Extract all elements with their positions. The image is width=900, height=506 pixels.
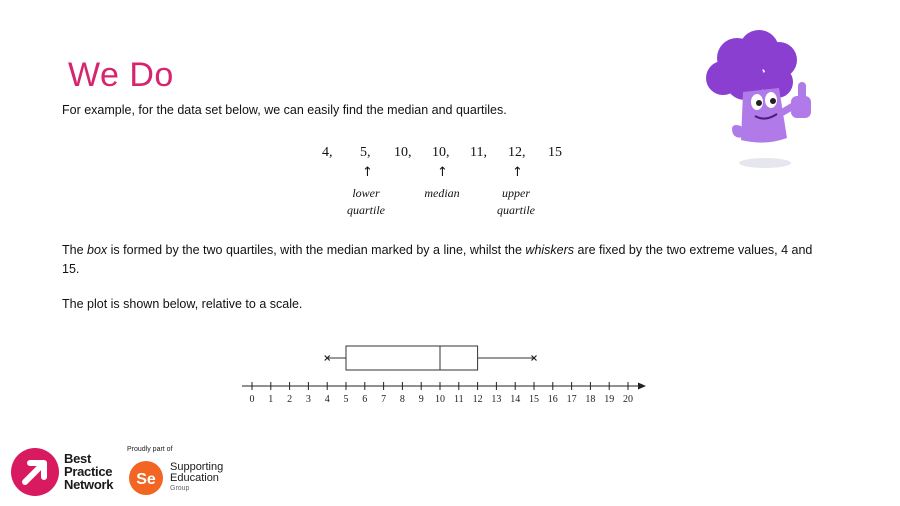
up-arrow-icon: ↑	[512, 165, 523, 180]
tick-label: 17	[566, 394, 577, 405]
data-value: 12,	[508, 145, 526, 160]
up-arrow-icon: ↑	[437, 165, 448, 180]
dataset-figure	[318, 145, 578, 225]
data-value: 10,	[394, 145, 412, 160]
up-arrow-icon: ↑	[362, 165, 373, 180]
axis-arrow-icon	[638, 383, 646, 390]
tick-label: 12	[472, 394, 483, 405]
box	[346, 346, 478, 370]
tick-label: 16	[547, 394, 558, 405]
se-logo-icon	[128, 460, 164, 496]
median-label: median	[424, 186, 460, 200]
tick-label: 1	[268, 394, 274, 405]
proudly-part-of-text: Proudly part of	[127, 446, 173, 453]
tick-label: 20	[623, 394, 633, 405]
tick-label: 14	[510, 394, 521, 405]
tick-label: 19	[604, 394, 615, 405]
tick-label: 4	[324, 394, 330, 405]
bpn-logo-text: Best Practice Network	[64, 451, 114, 492]
tick-label: 9	[418, 394, 424, 405]
box-explanation-text: The box is formed by the two quartiles, with the median marked by a line, whilst the whiskers are fixed by the two extreme values, 4 and 15.	[62, 243, 813, 276]
box-plot	[236, 336, 656, 408]
slide-title: We Do	[68, 56, 174, 94]
tick-label: 11	[453, 394, 464, 405]
se-logo-text: Supporting Education Group	[170, 461, 224, 492]
tick-label: 13	[491, 394, 502, 405]
plot-intro-text: The plot is shown below, relative to a scale.	[62, 297, 303, 311]
tick-label: 10	[435, 394, 445, 405]
tick-label: 18	[585, 394, 596, 405]
lower-quartile-label: lower quartile	[347, 186, 385, 217]
upper-quartile-label: upper quartile	[497, 186, 535, 217]
intro-text: For example, for the data set below, we can easily find the median and quartiles.	[62, 103, 507, 117]
bpn-logo-icon	[10, 447, 60, 497]
tick-label: 3	[305, 394, 311, 405]
tick-label: 8	[399, 394, 405, 405]
whiskers-term: whiskers	[525, 243, 575, 257]
data-value: 11,	[470, 145, 487, 160]
data-value: 4,	[322, 145, 333, 160]
box-term: box	[87, 243, 108, 257]
tick-label: 7	[381, 394, 387, 405]
se-logo-mark: Se	[136, 471, 156, 488]
data-value: 15	[548, 145, 562, 160]
tick-label: 2	[287, 394, 293, 405]
tick-label: 5	[343, 394, 349, 405]
data-value: 10,	[432, 145, 450, 160]
mascot-thumbs-up-icon	[695, 30, 825, 170]
data-value: 5,	[360, 145, 371, 160]
tick-label: 15	[529, 394, 539, 405]
tick-label: 0	[249, 394, 255, 405]
tick-label: 6	[362, 394, 368, 405]
